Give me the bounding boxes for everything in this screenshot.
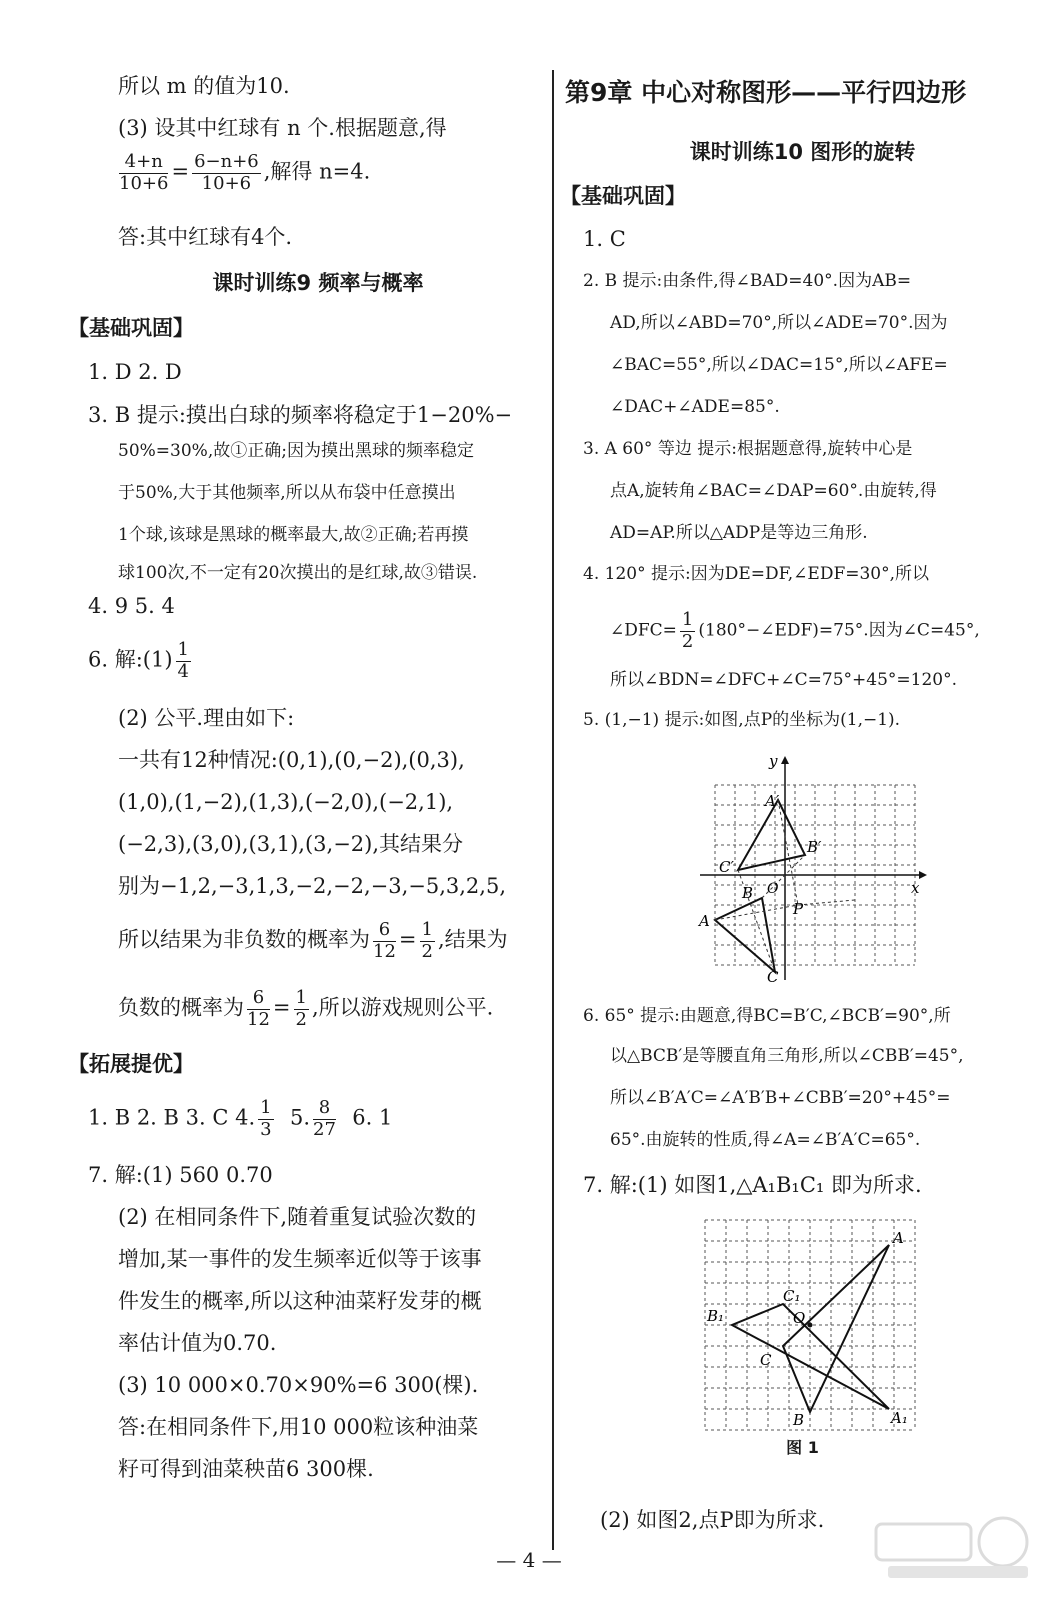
equation-line: ∠DFC= $\frac{1}{2}$ (180°−∠EDF)=75°.因为∠C=45°,: [610, 609, 980, 652]
column-divider: [552, 70, 554, 1550]
fraction: $\frac{1}{2}$: [421, 919, 433, 962]
label-O: O: [793, 1309, 806, 1327]
hint-line: 1个球,该球是黑球的概率最大,故②正确;若再摸: [118, 525, 469, 545]
label-B1: B₁: [707, 1307, 725, 1325]
label-B-prime: B′: [807, 838, 822, 856]
hint-line: AD,所以∠ABD=70°,所以∠ADE=70°.因为: [610, 313, 948, 333]
text-line: 件发生的概率,所以这种油菜籽发芽的概: [118, 1289, 482, 1313]
watermark-logo: [868, 1514, 1038, 1588]
label-P: P: [793, 900, 804, 918]
label-A: A: [699, 912, 710, 930]
text-line: 增加,某一事件的发生频率近似等于该事: [118, 1247, 482, 1271]
equation-line: $\frac{4+n}{10+6}$ = $\frac{6-n+6}{10+6}$ ,解得 n=4.: [119, 151, 371, 194]
text-line: 别为−1,2,−3,1,3,−2,−2,−3,−5,3,2,5,: [118, 874, 507, 898]
page-number: — 4 —: [496, 1548, 562, 1572]
answer-line: 4. 9 5. 4: [88, 594, 175, 618]
label-C1: C₁: [783, 1287, 801, 1305]
figure-1: [695, 1215, 920, 1440]
label-C: C: [760, 1351, 772, 1369]
label-x: x: [911, 879, 920, 897]
label-y: y: [769, 752, 778, 770]
label-A: A: [893, 1229, 904, 1247]
fraction: $\frac{6-n+6}{10+6}$: [194, 151, 259, 194]
answer-line: 1. B 2. B 3. C 4. $\frac{1}{3}$ 5. $\frac{8}{27}$ 6. 1: [88, 1097, 393, 1140]
text-line: 所以 m 的值为10.: [118, 74, 290, 98]
hint-line: 50%=30%,故①正确;因为摸出黑球的频率稳定: [118, 441, 474, 461]
chapter-title: 第9章 中心对称图形——平行四边形: [565, 78, 967, 107]
label-O: O: [767, 881, 779, 897]
hint-line: 以△BCB′是等腰直角三角形,所以∠CBB′=45°,: [610, 1046, 964, 1066]
label-B: B: [742, 884, 754, 902]
text-line: (1,0),(1,−2),(1,3),(−2,0),(−2,1),: [118, 790, 454, 814]
triangle-original: [715, 898, 775, 972]
equation-line: 所以结果为非负数的概率为 $\frac{6}{12}$ = $\frac{1}{2}$ ,结果为: [118, 919, 508, 962]
hint-line: 点A,旋转角∠BAC=∠DAP=60°.由旋转,得: [610, 481, 937, 501]
label-A-prime: A′: [765, 792, 780, 810]
label-A1: A₁: [891, 1409, 908, 1427]
hint-line: 于50%,大于其他频率,所以从布袋中任意摸出: [118, 483, 456, 503]
answer-line: 6. 65° 提示:由题意,得BC=B′C,∠BCB′=90°,所: [583, 1006, 951, 1026]
answer-line: 1. D 2. D: [88, 360, 182, 384]
hint-line: 所以∠B′A′C=∠A′B′B+∠CBB′=20°+45°=: [610, 1088, 951, 1108]
hint-line: 球100次,不一定有20次摸出的是红球,故③错误.: [118, 563, 478, 583]
text-line: 答:其中红球有4个.: [118, 225, 293, 249]
subsection-heading: 【基础巩固】: [68, 316, 194, 340]
text-line: (2) 公平.理由如下:: [118, 706, 295, 730]
y-axis-arrow-icon: [781, 756, 789, 764]
answer-line: 3. A 60° 等边 提示:根据题意得,旋转中心是: [583, 439, 913, 459]
fraction: $\frac{4+n}{10+6}$: [119, 151, 169, 194]
x-axis-arrow-icon: [919, 871, 927, 879]
subsection-heading: 【拓展提优】: [68, 1052, 194, 1076]
text-line: (3) 设其中红球有 n 个.根据题意,得: [118, 116, 447, 140]
hint-line: ∠BAC=55°,所以∠DAC=15°,所以∠AFE=: [610, 355, 948, 375]
label-C-prime: C′: [719, 858, 734, 876]
fraction: $\frac{6}{12}$: [373, 919, 396, 962]
text-line: 籽可得到油菜秧苗6 300棵.: [118, 1457, 374, 1481]
answer-line: 7. 解:(1) 如图1,△A₁B₁C₁ 即为所求.: [583, 1173, 922, 1197]
coordinate-figure: [695, 750, 935, 990]
answer-line: 3. B 提示:摸出白球的频率将稳定于1−20%−: [88, 403, 513, 427]
hint-line: 65°.由旋转的性质,得∠A=∠B′A′C=65°.: [610, 1130, 921, 1150]
fraction: $\frac{1}{4}$: [177, 639, 189, 682]
label-B: B: [793, 1411, 805, 1429]
fraction: $\frac{1}{2}$: [681, 609, 694, 652]
answer-line: 1. C: [583, 227, 626, 251]
hint-line: ∠DAC+∠ADE=85°.: [610, 397, 780, 417]
figure-caption: 图 1: [786, 1438, 819, 1457]
fraction: $\frac{8}{27}$: [313, 1097, 336, 1140]
label-C: C: [767, 968, 779, 986]
text-line: (−2,3),(3,0),(3,1),(3,−2),其结果分: [118, 832, 464, 856]
center-point-O: [808, 1323, 813, 1328]
text-line: 率估计值为0.70.: [118, 1331, 277, 1355]
equation-line: 负数的概率为 $\frac{6}{12}$ = $\frac{1}{2}$ ,所以游戏规则公平.: [118, 987, 494, 1030]
fraction: $\frac{6}{12}$: [247, 987, 270, 1030]
watermark-icon: [868, 1514, 1038, 1584]
text-line: (3) 10 000×0.70×90%=6 300(棵).: [118, 1373, 479, 1397]
text-line: 一共有12种情况:(0,1),(0,−2),(0,3),: [118, 748, 465, 772]
answer-line: 5. (1,−1) 提示:如图,点P的坐标为(1,−1).: [583, 710, 901, 730]
answer-line: 7. 解:(1) 560 0.70: [88, 1163, 273, 1187]
text-line: (2) 如图2,点P即为所求.: [600, 1508, 825, 1532]
hint-line: 所以∠BDN=∠DFC+∠C=75°+45°=120°.: [610, 670, 958, 690]
text-line: (2) 在相同条件下,随着重复试验次数的: [118, 1205, 477, 1229]
fraction: $\frac{1}{2}$: [295, 987, 307, 1030]
hint-line: AD=AP.所以△ADP是等边三角形.: [610, 523, 868, 543]
text-line: 答:在相同条件下,用10 000粒该种油菜: [118, 1415, 479, 1439]
section-heading: 课时训练10 图形的旋转: [689, 140, 916, 164]
section-heading: 课时训练9 频率与概率: [212, 271, 424, 295]
answer-line: 6. 解:(1) $\frac{1}{4}$: [88, 639, 189, 682]
answer-line: 4. 120° 提示:因为DE=DF,∠EDF=30°,所以: [583, 564, 930, 584]
subsection-heading: 【基础巩固】: [560, 184, 686, 208]
answer-line: 2. B 提示:由条件,得∠BAD=40°.因为AB=: [583, 271, 912, 291]
fraction: $\frac{1}{3}$: [260, 1097, 272, 1140]
